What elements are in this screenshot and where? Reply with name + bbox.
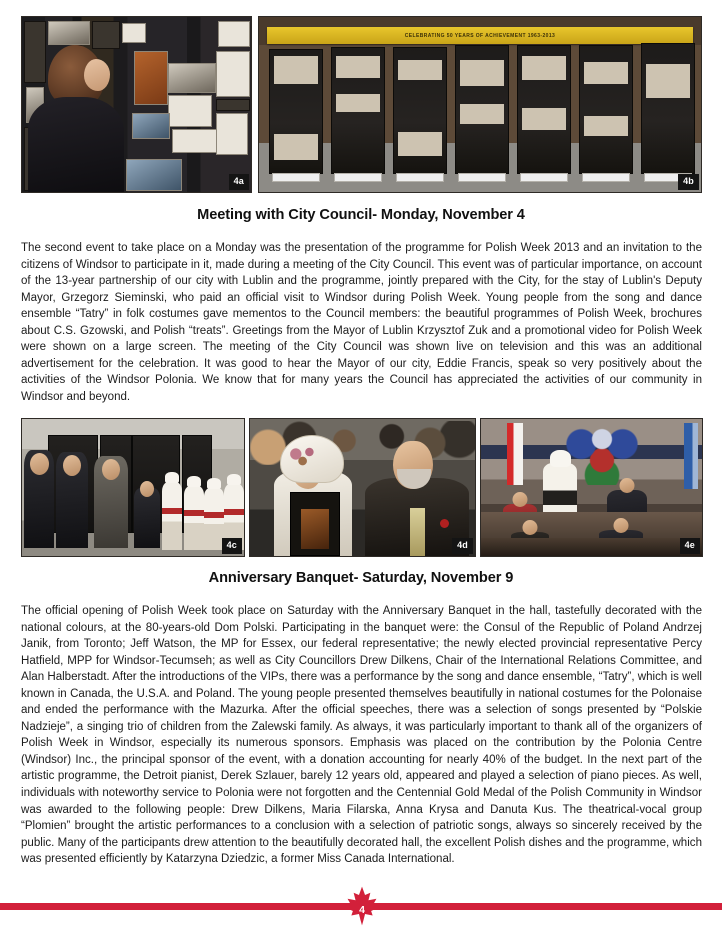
photo-label-4d: 4d [452,538,473,554]
photo-4d-scene [250,419,475,556]
anniversary-banner [267,27,693,44]
anniversary-banner-text: CELEBRATING 50 YEARS OF ACHIEVEMENT 1963-2013 [404,32,556,39]
photo-4b [258,16,702,193]
photo-4a-scene [22,17,251,192]
page-number: 4 [359,904,365,916]
photo-4c [21,418,245,557]
photo-label-4b: 4b [678,174,699,190]
photo-4e [480,418,703,557]
paragraph-anniversary-banquet: The official opening of Polish Week took place on Saturday with the Anniversary Banquet in the hall, tastefully decorated with the national colours, at the 80-years-old Dom Polski. Participating in the banquet were: the Consul of the Republic of Poland Andrzej Janik, from Toronto; Jeff Watson, the MP for Essex, our federal representative; the newly elected provincial representative Percy Hatfield, MPP for Windsor-Tecumseh; as well as City Councillors Drew Dilkens, Chair of the International Relations Committee, and Alan Halberstadt. After the introductions of the VIPs, there was a performance by the song and dance ensemble, “Tatry”, which is well known in Canada, the U.S.A. and Poland. The young people presented themselves beautifully in national costumes for the Polonaise and ended the performance with the Mazurka. After the official speeches, there was a selection of songs presented by “Polskie Nadzieje”, a singing trio of children from the Zalewski family. As always, it was particularly important to thank all of the organizers of Polish Week in Windsor, especially its numerous sponsors. Emphasis was placed on the contribution by the Polonia Centre (Windsor) Inc., the principal sponsor of the event, with a donation accounting for nearly 40% of the budget. In the next part of the artistic programme, the Detroit pianist, Derek Szlauer, barely 12 years old, appeared and played a selection of piano pieces. As well, individuals with noteworthy service to Polonia were not forgotten and the Centennial Gold Medal of the Polish Community in Windsor was awarded to the following people: Drew Dilkens, Maria Filarska, Anna Krysa and Danuta Kus. The theatrical-vocal group “Plomien” brought the artistic performances to a conclusion with a selection of patriotic songs, always so sincerely received by the public. Many of the participants drew attention to the beautifully decorated hall, the excellent Polish dishes and the programme, which was presented efficiently by Katarzyna Dziedzic, a former Miss Canada International. [21,605,702,866]
photo-4e-scene [481,419,702,556]
heading-city-council: Meeting with City Council- Monday, November 4 [197,207,525,223]
photo-4a [21,16,252,193]
photo-4c-scene [22,419,244,556]
photo-row-top [21,16,702,193]
heading-anniversary-banquet: Anniversary Banquet- Saturday, November 9 [208,570,514,586]
paragraph-city-council: The second event to take place on a Monday was the presentation of the programme for Polish Week 2013 and an invitation to the citizens of Windsor to participate in it, made during a meeting of the City Council. This event was of particular importance, on account of the 13-year partnership of our city with Lublin and the programme, jointly prepared with the City, for the stay of Lublin's Deputy Mayor, Grzegorz Sieminski, who paid an official visit to Windsor during Polish Week. Young people from the song and dance ensemble “Tatry” in folk costumes gave mementos to the Council members: the beautiful programmes of Polish Week, brochures about C.S. Gzowski, and Polish “treats”. Greetings from the Mayor of Lublin Krzysztof Zuk and a promotional video for Polish Week were shown on a large screen. The meeting of the City Council was shown live on television and this was an additional advertisement for the celebration. It was good to hear the Mayor of our city, Eddie Francis, speak so very positively about the activities of the Windsor Polonia. We know that for many years the Council has appreciated the activities of our community in Windsor and beyond. [21,242,702,403]
photo-4b-scene [259,17,701,192]
maple-leaf-icon [343,885,381,927]
photo-label-4c: 4c [222,538,242,554]
photo-row-middle [21,418,703,557]
photo-label-4a: 4a [229,174,249,190]
photo-label-4e: 4e [680,538,700,554]
photo-4d [249,418,476,557]
